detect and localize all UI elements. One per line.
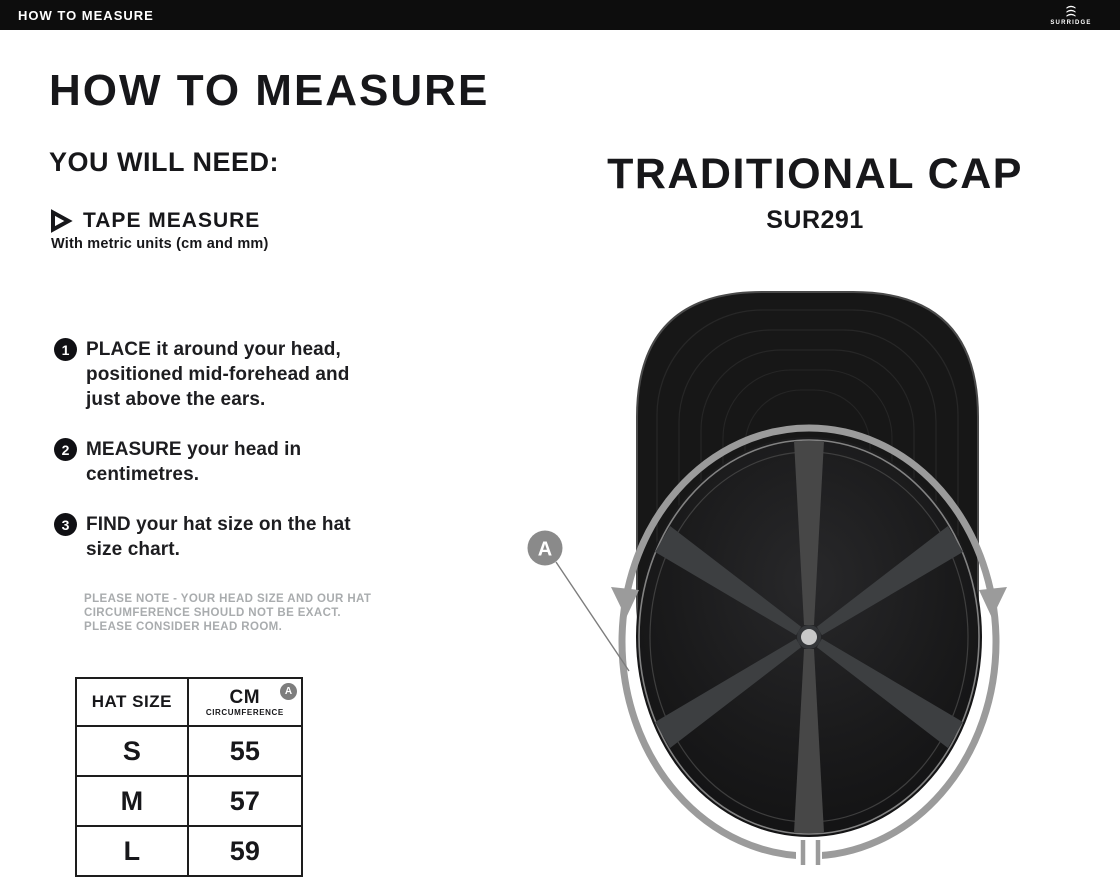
step-3-text [86,512,351,562]
step-3-line-2: size chart. [86,539,181,560]
measurement-a-badge: A [280,683,297,700]
product-title-block [535,150,1095,235]
step-3-line-1: FIND your hat size on the hat [86,514,351,535]
tape-measure-label: TAPE MEASURE [83,209,261,232]
size-m-cell: M [76,776,188,826]
step-1-text [86,337,349,412]
disclaimer-line-3: PLEASE CONSIDER HEAD ROOM. [84,621,283,633]
step-3-number-badge: 3 [54,513,77,536]
step-2-line-1: MEASURE your head in [86,439,302,460]
hat-size-header-cell [76,678,188,726]
step-3 [54,512,351,562]
brand-logo-text: SURRIDGE [1050,20,1092,26]
you-will-need-heading: YOU WILL NEED: [49,147,280,177]
cm-header-label: CM [229,686,261,708]
product-code: SUR291 [766,206,864,234]
cap-top-view-diagram [500,270,1120,883]
step-2-line-2: centimetres. [86,464,200,485]
page-title: HOW TO MEASURE [49,66,490,115]
step-1-line-1: PLACE it around your head, [86,339,341,360]
table-header-row [76,678,302,726]
surridge-s-icon [1064,4,1078,19]
crown-button [801,629,817,645]
size-s-cell: S [76,726,188,776]
disclaimer-note [84,592,371,634]
size-m-cm-cell: 57 [188,776,302,826]
top-bar [0,0,1120,30]
table-row [76,776,302,826]
size-l-cm-cell: 59 [188,826,302,876]
tape-measure-icon [49,209,73,233]
label-leader-line [556,562,629,671]
step-1-number-badge: 1 [54,338,77,361]
top-bar-title: HOW TO MEASURE [18,7,154,23]
circumference-subheader: CIRCUMFERENCE [205,707,284,717]
measurement-a-label [528,531,630,672]
step-1 [54,337,349,412]
hat-size-table [75,677,303,877]
step-2 [54,437,301,487]
step-2-number-badge: 2 [54,438,77,461]
step-1-line-3: just above the ears. [86,389,266,410]
label-letter: A [537,538,553,561]
disclaimer-line-1: PLEASE NOTE - YOUR HEAD SIZE AND OUR HAT [84,593,372,605]
table-row [76,726,302,776]
size-l-cell: L [76,826,188,876]
step-2-text [86,437,301,487]
table-row [76,826,302,876]
size-s-cm-cell: 55 [188,726,302,776]
step-1-line-2: positioned mid-forehead and [86,364,350,385]
brand-logo [1036,1,1106,29]
hat-size-header-label: HAT SIZE [91,692,172,711]
disclaimer-line-2: CIRCUMFERENCE SHOULD NOT BE EXACT. [84,607,342,619]
cap-crown [636,437,982,837]
product-name: TRADITIONAL CAP [607,150,1023,198]
cm-header-cell [188,678,302,726]
band-arrowhead-right [979,587,1007,618]
tape-measure-row [49,209,260,233]
tape-measure-detail: With metric units (cm and mm) [51,236,269,252]
band-arrowhead-left [611,587,639,618]
